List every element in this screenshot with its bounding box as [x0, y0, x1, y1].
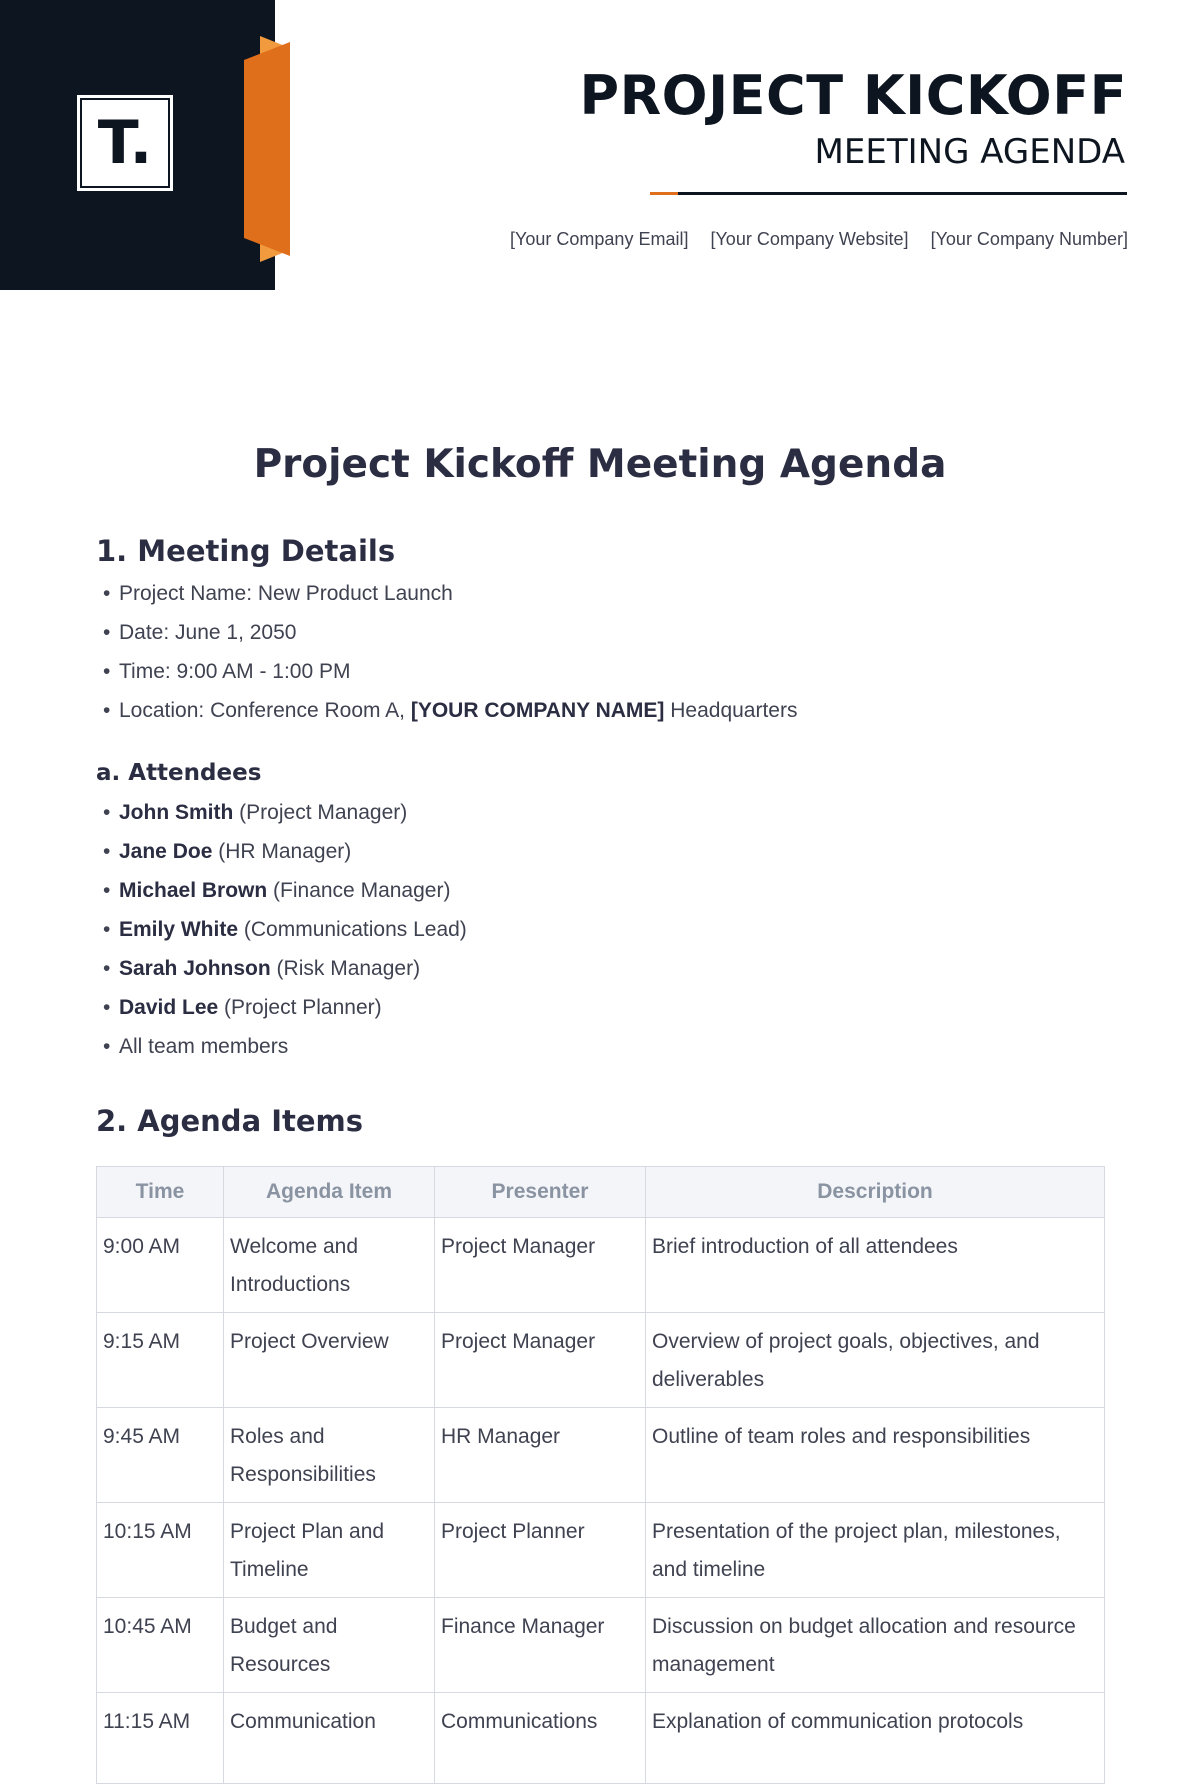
- agenda-table: [96, 1166, 1105, 1784]
- detail-location: • Location: Conference Room A, [YOUR COMPANY NAME] Headquarters: [103, 699, 798, 722]
- attendee-item: • David Lee (Project Planner): [103, 996, 382, 1019]
- table-row: [97, 1598, 1105, 1693]
- logo-block: [0, 0, 275, 290]
- attendee-item: • Sarah Johnson (Risk Manager): [103, 957, 421, 980]
- header-divider-accent: [650, 192, 678, 195]
- cell-description: Brief introduction of all attendees: [646, 1218, 1105, 1313]
- company-website: [Your Company Website]: [710, 229, 909, 249]
- cell-time: 9:00 AM: [97, 1218, 224, 1313]
- cell-time: 9:45 AM: [97, 1408, 224, 1503]
- cell-presenter: Project Manager: [435, 1313, 646, 1408]
- attendee-item: • Michael Brown (Finance Manager): [103, 879, 451, 902]
- attendees-list: [103, 793, 467, 1066]
- cell-presenter: Finance Manager: [435, 1598, 646, 1693]
- contact-row: [510, 229, 1128, 250]
- detail-time: • Time: 9:00 AM - 1:00 PM: [103, 660, 351, 683]
- attendee-item: • John Smith (Project Manager): [103, 801, 408, 824]
- cell-description: Overview of project goals, objectives, and deliverables: [646, 1313, 1105, 1408]
- cell-description: Outline of team roles and responsibilities: [646, 1408, 1105, 1503]
- cell-time: 11:15 AM: [97, 1693, 224, 1784]
- table-row: [97, 1503, 1105, 1598]
- attendees-heading: a. Attendees: [96, 760, 262, 786]
- cell-description: Explanation of communication protocols: [646, 1693, 1105, 1784]
- cell-presenter: HR Manager: [435, 1408, 646, 1503]
- detail-project-name: • Project Name: New Product Launch: [103, 582, 453, 605]
- cell-agenda-item: Welcome and Introductions: [224, 1218, 435, 1313]
- cell-agenda-item: Budget and Resources: [224, 1598, 435, 1693]
- meeting-details-heading: 1. Meeting Details: [96, 534, 396, 568]
- agenda-heading: 2. Agenda Items: [96, 1104, 364, 1138]
- cell-time: 9:15 AM: [97, 1313, 224, 1408]
- table-row: [97, 1408, 1105, 1503]
- logo-letter: T.: [82, 100, 168, 186]
- column-header-description: Description: [646, 1167, 1105, 1218]
- company-name-placeholder: [YOUR COMPANY NAME]: [410, 699, 665, 722]
- table-row: [97, 1218, 1105, 1313]
- header-title: PROJECT KICKOFF: [579, 64, 1127, 127]
- document-title: Project Kickoff Meeting Agenda: [253, 442, 947, 487]
- cell-description: Presentation of the project plan, milestones, and timeline: [646, 1503, 1105, 1598]
- attendee-item: • Emily White (Communications Lead): [103, 918, 467, 941]
- column-header-presenter: Presenter: [435, 1167, 646, 1218]
- table-header-row: [97, 1167, 1105, 1218]
- cell-agenda-item: Communication: [224, 1693, 435, 1784]
- cell-presenter: Project Planner: [435, 1503, 646, 1598]
- cell-agenda-item: Roles and Responsibilities: [224, 1408, 435, 1503]
- cell-agenda-item: Project Overview: [224, 1313, 435, 1408]
- company-email: [Your Company Email]: [510, 229, 689, 249]
- company-logo: [77, 95, 173, 191]
- attendee-item: • Jane Doe (HR Manager): [103, 840, 352, 863]
- column-header-time: Time: [97, 1167, 224, 1218]
- header-subtitle: MEETING AGENDA: [814, 132, 1125, 172]
- cell-agenda-item: Project Plan and Timeline: [224, 1503, 435, 1598]
- header-divider: [650, 192, 1127, 195]
- cell-time: 10:15 AM: [97, 1503, 224, 1598]
- table-row: [97, 1313, 1105, 1408]
- column-header-agenda-item: Agenda Item: [224, 1167, 435, 1218]
- table-row: [97, 1693, 1105, 1784]
- cell-presenter: Communications: [435, 1693, 646, 1784]
- attendee-item: • All team members: [103, 1035, 289, 1058]
- company-number: [Your Company Number]: [930, 229, 1128, 249]
- cell-time: 10:45 AM: [97, 1598, 224, 1693]
- meeting-details-list: [103, 574, 797, 730]
- cell-description: Discussion on budget allocation and resource management: [646, 1598, 1105, 1693]
- orange-accent-tab: [244, 36, 290, 262]
- cell-presenter: Project Manager: [435, 1218, 646, 1313]
- detail-date: • Date: June 1, 2050: [103, 621, 297, 644]
